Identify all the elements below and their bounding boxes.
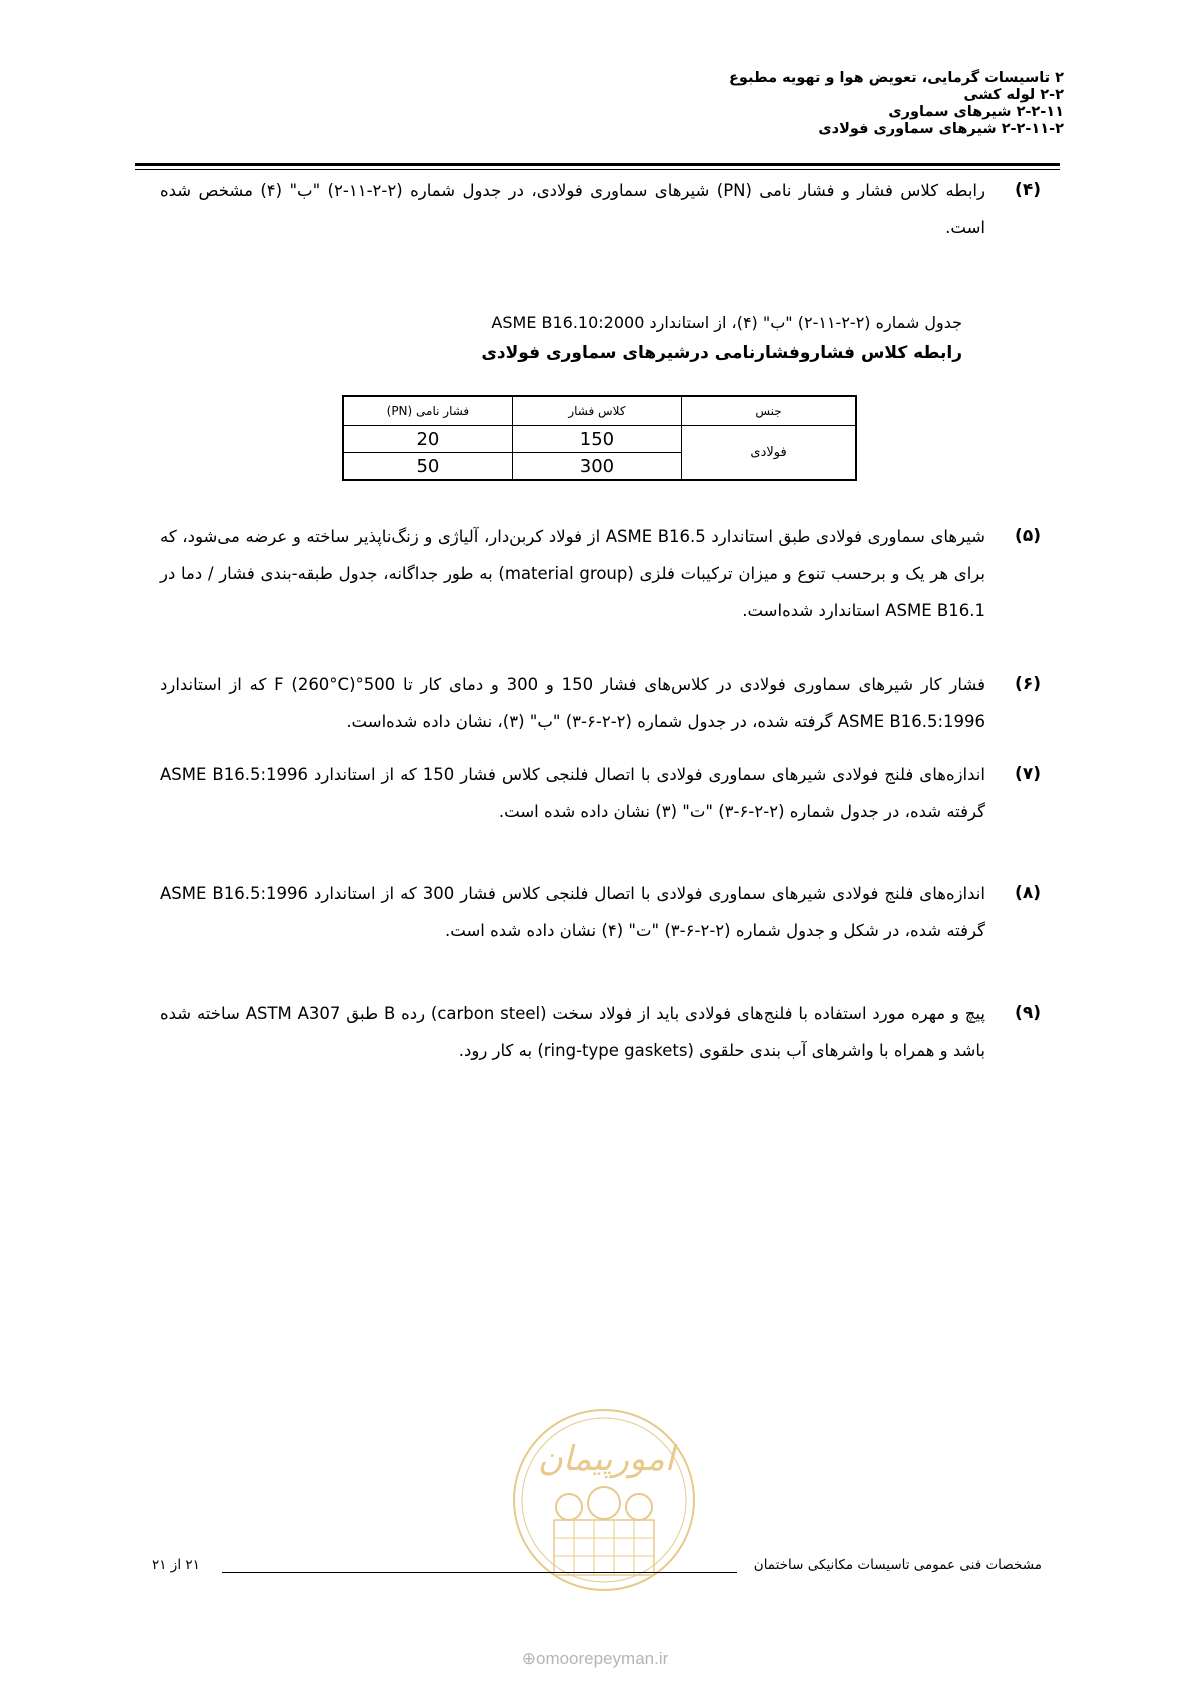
paragraph-item-9	[160, 995, 1041, 1069]
globe-icon: ⊕	[521, 1649, 536, 1668]
header-line-4: ۲-۲-۱۱-۲ شیرهای سماوری فولادی	[818, 121, 1064, 137]
watermark-url	[495, 1649, 695, 1669]
table-header-row	[343, 396, 856, 426]
item-number: (۹)	[1015, 1003, 1041, 1023]
table-title: رابطه کلاس فشاروفشارنامی درشیرهای سماوری فولادی	[481, 343, 962, 363]
table-cell-class: 150	[512, 426, 681, 453]
footer-document-title: مشخصات فنی عمومی تاسیسات مکانیکی ساختمان	[753, 1557, 1042, 1573]
watermark-stamp-icon	[494, 1395, 714, 1595]
section-header	[164, 70, 1064, 138]
stamp-logo-text: امورپیمان	[537, 1439, 675, 1479]
item-number: (۶)	[1015, 674, 1041, 694]
item-text: فشار کار شیرهای سماوری فولادی در کلاس‌های فشار 150 و 300 و دمای کار تا 500°F (260°C) که از استاندارد ASME B16.5:1996 گرفته شده، در جدول شماره (۲-۲-۶-۳) "ب" (۳)، نشان داده شده‌است.	[160, 675, 986, 731]
item-text: رابطه کلاس فشار و فشار نامی (PN) شیرهای سماوری فولادی، در جدول شماره (۲-۲-۱۱-۲) "ب" (۴) مشخص شده است.	[160, 181, 985, 237]
watermark-url-text: omoorepeyman.ir	[535, 1649, 669, 1668]
item-text: شیرهای سماوری فولادی طبق استاندارد ASME B16.5 از فولاد کربن‌دار، آلیاژی و زنگ‌ناپذیر ساخته و عرضه می‌شود، که برای هر یک و برحسب تنوع و میزان ترکیبات فلزی (material group) به طور جداگانه، جدول طبقه-بندی فشار / دما در ASME B16.1 استاندارد شده‌است.	[160, 527, 985, 620]
paragraph-item-4	[160, 172, 1041, 246]
item-number: (۸)	[1015, 883, 1041, 903]
item-number: (۴)	[1015, 180, 1041, 200]
header-rule-thick	[135, 163, 1060, 166]
paragraph-item-7	[160, 756, 1041, 830]
table-header-class: کلاس فشار	[512, 396, 681, 426]
table-row	[343, 426, 856, 453]
table-cell-material: فولادی	[682, 426, 856, 481]
item-number: (۷)	[1015, 764, 1041, 784]
item-number: (۵)	[1015, 526, 1041, 546]
header-rule-thin	[135, 169, 1060, 170]
table-header-material: جنس	[682, 396, 856, 426]
pressure-class-table	[342, 395, 857, 481]
item-text: پیچ و مهره مورد استفاده با فلنج‌های فولادی باید از فولاد سخت (carbon steel) رده B طبق ASTM A307 ساخته شده باشد و همراه با واشرهای آب بندی حلقوی (ring-type gaskets) به کار رود.	[160, 1004, 985, 1060]
header-line-1: ۲ تاسیسات گرمایی، تعویض هوا و تهویه مطبوع	[729, 70, 1064, 86]
header-line-2: ۲-۲ لوله کشی	[963, 87, 1064, 103]
table-cell-pn: 50	[343, 453, 512, 481]
item-text: اندازه‌های فلنج فولادی شیرهای سماوری فولادی با اتصال فلنجی کلاس فشار 300 که از استاندارد ASME B16.5:1996 گرفته شده، در شکل و جدول شماره (۲-۲-۶-۳) "ت" (۴) نشان داده شده است.	[160, 884, 985, 940]
table-caption	[262, 308, 962, 368]
footer-page-number: ۲۱ از ۲۱	[152, 1557, 200, 1573]
table-cell-class: 300	[512, 453, 681, 481]
table-cell-pn: 20	[343, 426, 512, 453]
paragraph-item-6	[160, 666, 1041, 740]
paragraph-item-8	[160, 875, 1041, 949]
footer-rule	[222, 1572, 737, 1573]
table-header-pn: فشار نامی (PN)	[343, 396, 512, 426]
paragraph-item-5	[160, 518, 1041, 629]
item-text: اندازه‌های فلنج فولادی شیرهای سماوری فولادی با اتصال فلنجی کلاس فشار 150 که از استاندارد ASME B16.5:1996 گرفته شده، در جدول شماره (۲-۲-۶-۳) "ت" (۳) نشان داده شده است.	[160, 765, 985, 821]
table-number: جدول شماره (۲-۲-۱۱-۲) "ب" (۴)، از استاندارد ASME B16.10:2000	[491, 313, 962, 332]
header-line-3: ۲-۲-۱۱ شیرهای سماوری	[888, 104, 1064, 120]
